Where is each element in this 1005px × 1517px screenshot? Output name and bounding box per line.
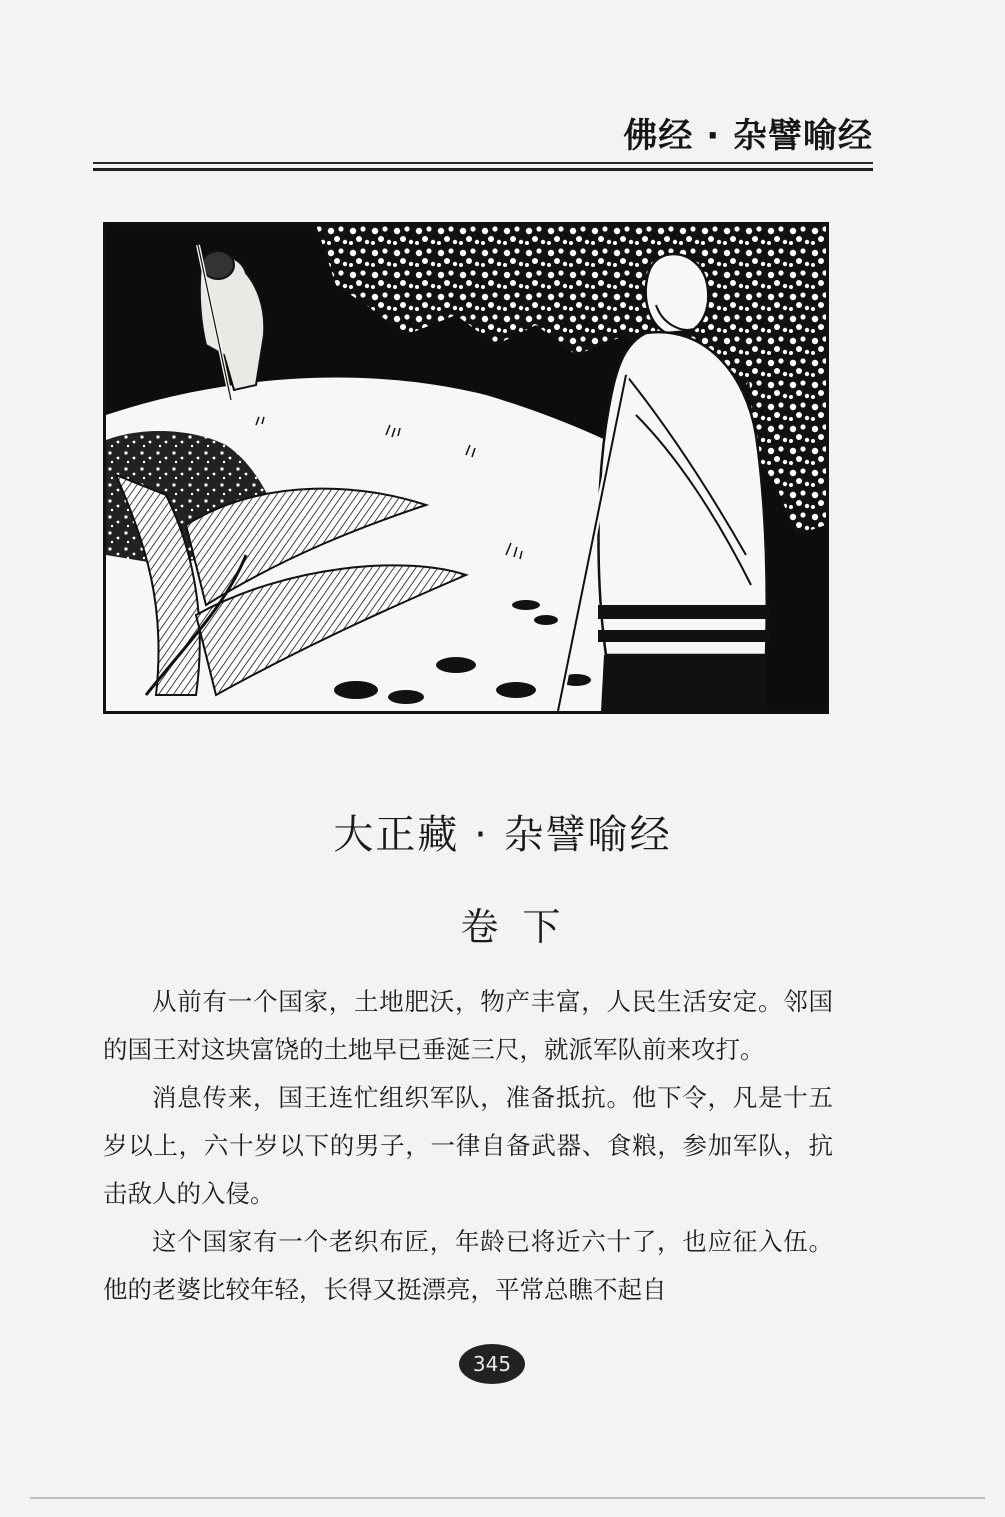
paragraph: 这个国家有一个老织布匠，年龄已将近六十了，也应征入伍。他的老婆比较年轻，长得又挺漂亮，平常总瞧不起自 [103,1227,833,1304]
page-number: 345 [459,1344,525,1384]
page-title: 大正藏 · 杂譬喻经 [333,812,672,858]
page-edge [30,1497,985,1499]
illustration-drawing [106,225,826,711]
paragraph: 从前有一个国家，土地肥沃，物产丰富，人民生活安定。邻国的国王对这块富饶的土地早已垂涎三尺，就派军队前来攻打。 [103,987,833,1064]
section-subtitle: 卷下 [460,905,585,949]
header-rule-thick [93,168,873,171]
running-head: 佛经 · 杂譬喻经 [623,116,873,156]
header-rule [93,162,873,164]
body-text [103,978,833,1314]
illustration [103,222,829,714]
paragraph: 消息传来，国王连忙组织军队，准备抵抗。他下令，凡是十五岁以上，六十岁以下的男子，一律自备武器、食粮，参加军队，抗击敌人的入侵。 [103,1083,833,1208]
